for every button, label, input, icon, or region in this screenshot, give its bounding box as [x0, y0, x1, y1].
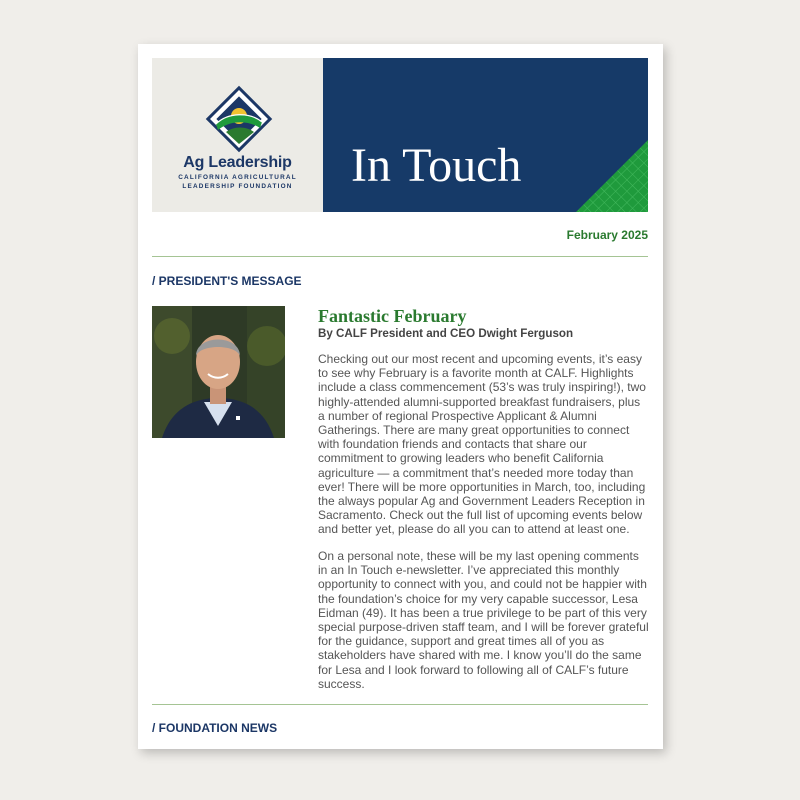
ag-leadership-logo-icon: [202, 82, 276, 156]
section-label-presidents-message: / PRESIDENT'S MESSAGE: [152, 274, 302, 288]
green-corner-pattern-icon: [576, 140, 648, 212]
newsletter-banner: [152, 58, 648, 212]
issue-date: February 2025: [566, 228, 648, 242]
section-label-foundation-news: / FOUNDATION NEWS: [152, 721, 278, 735]
article-paragraph-2: On a personal note, these will be my last opening comments in an In Touch e-newsletter. I’ve appreciated this monthly opportunity to connect with you, and could not be happier with the foundation’s choice for my very capable successor, Lesa Eidman (49). It has been a true privilege to be part of this very special purpose-driven staff team, and I will be forever grateful for the guidance, support and great times all of you as stakeholders have shared with me. I know you’ll do the same for Lesa and I look forward to following all of CALF’s future success.: [318, 549, 649, 691]
title-panel: [323, 58, 648, 212]
newsletter-title: In Touch: [351, 139, 522, 192]
brand-tagline-line1: CALIFORNIA AGRICULTURAL: [178, 174, 297, 181]
brand-tagline-line2: LEADERSHIP FOUNDATION: [182, 182, 293, 190]
article-byline: By CALF President and CEO Dwight Ferguson: [318, 327, 574, 340]
divider: [152, 256, 648, 257]
divider: [152, 704, 648, 705]
logo-panel: [152, 58, 323, 212]
president-portrait: [152, 306, 285, 438]
newsletter-page: [138, 44, 663, 749]
brand-name: Ag Leadership: [183, 154, 292, 171]
brand-tagline: [152, 174, 323, 191]
article-paragraph-1: Checking out our most recent and upcoming events, it’s easy to see why February is a favorite month at CALF. Highlights include a class commencement (53’s was truly inspiring!), two highly-attended alumni-supported breakfast fundraisers, plus a number of regional Prospective Applicant & Alumni Gatherings. There are many great opportunities to connect with foundation friends and contacts that share our commitment to growing leaders who benefit California agriculture — a commitment that’s needed more today than ever! There will be more opportunities in March, too, including the always popular Ag and Government Leaders Reception in Sacramento. Check out the full list of upcoming events below and better yet, please do all you can to attend at least one.: [318, 352, 646, 537]
article-title: Fantastic February: [318, 306, 467, 326]
